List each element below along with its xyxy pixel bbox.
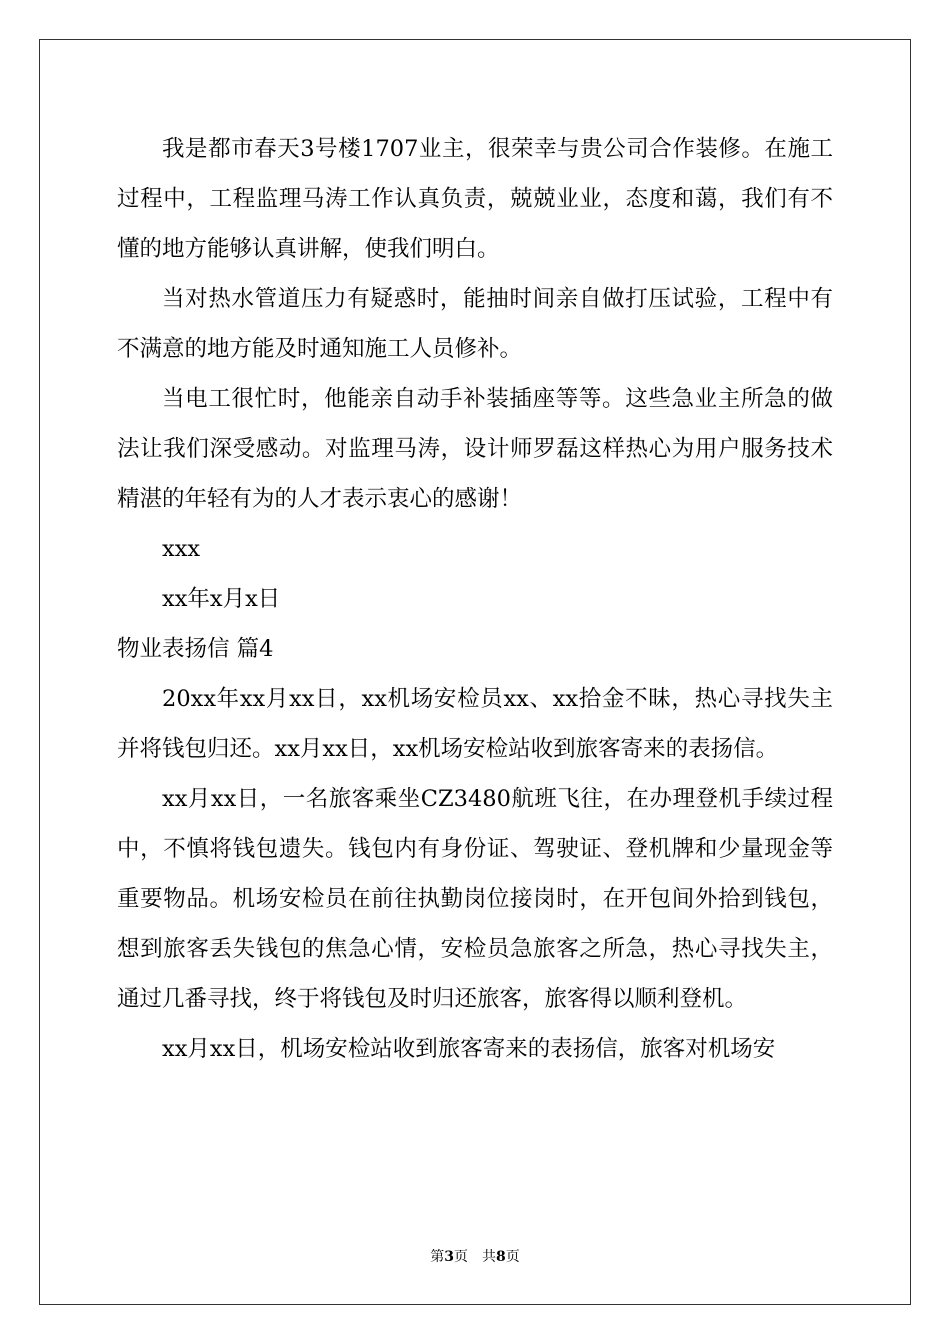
paragraph-6: xx月xx日，机场安检站收到旅客寄来的表扬信，旅客对机场安	[162, 1036, 776, 1062]
section-heading: 物业表扬信 篇4	[117, 636, 274, 662]
paragraph-1: 我是都市春天3号楼1707业主，很荣幸与贵公司合作装修。在施工过程中，工程监理马涛工作认真负责，兢兢业业，态度和蔼，我们有不懂的地方能够认真讲解，使我们明白。	[117, 136, 833, 262]
footer-suffix: 页	[505, 1249, 520, 1265]
document-body	[117, 124, 833, 1074]
footer-page-number: 3	[444, 1249, 454, 1265]
signature: xxx	[162, 536, 201, 562]
page-footer	[0, 1247, 950, 1267]
paragraph-4: 20xx年xx月xx日，xx机场安检员xx、xx拾金不昧，热心寻找失主并将钱包归还。xx月xx日，xx机场安检站收到旅客寄来的表扬信。	[117, 686, 833, 762]
paragraph-5: xx月xx日，一名旅客乘坐CZ3480航班飞往，在办理登机手续过程中，不慎将钱包遗失。钱包内有身份证、驾驶证、登机牌和少量现金等重要物品。机场安检员在前往执勤岗位接岗时，在开包间外拾到钱包，想到旅客丢失钱包的焦急心情，安检员急旅客之所急，热心寻找失主，通过几番寻找，终于将钱包及时归还旅客，旅客得以顺利登机。	[117, 786, 833, 1012]
paragraph-3: 当电工很忙时，他能亲自动手补装插座等等。这些急业主所急的做法让我们深受感动。对监理马涛，设计师罗磊这样热心为用户服务技术精湛的年轻有为的人才表示衷心的感谢！	[117, 386, 833, 512]
footer-total-pages: 8	[496, 1249, 506, 1265]
footer-prefix: 第	[430, 1249, 445, 1265]
footer-mid: 页 共	[454, 1249, 496, 1265]
paragraph-2: 当对热水管道压力有疑惑时，能抽时间亲自做打压试验，工程中有不满意的地方能及时通知施工人员修补。	[117, 286, 833, 362]
date: xx年x月x日	[162, 586, 281, 612]
